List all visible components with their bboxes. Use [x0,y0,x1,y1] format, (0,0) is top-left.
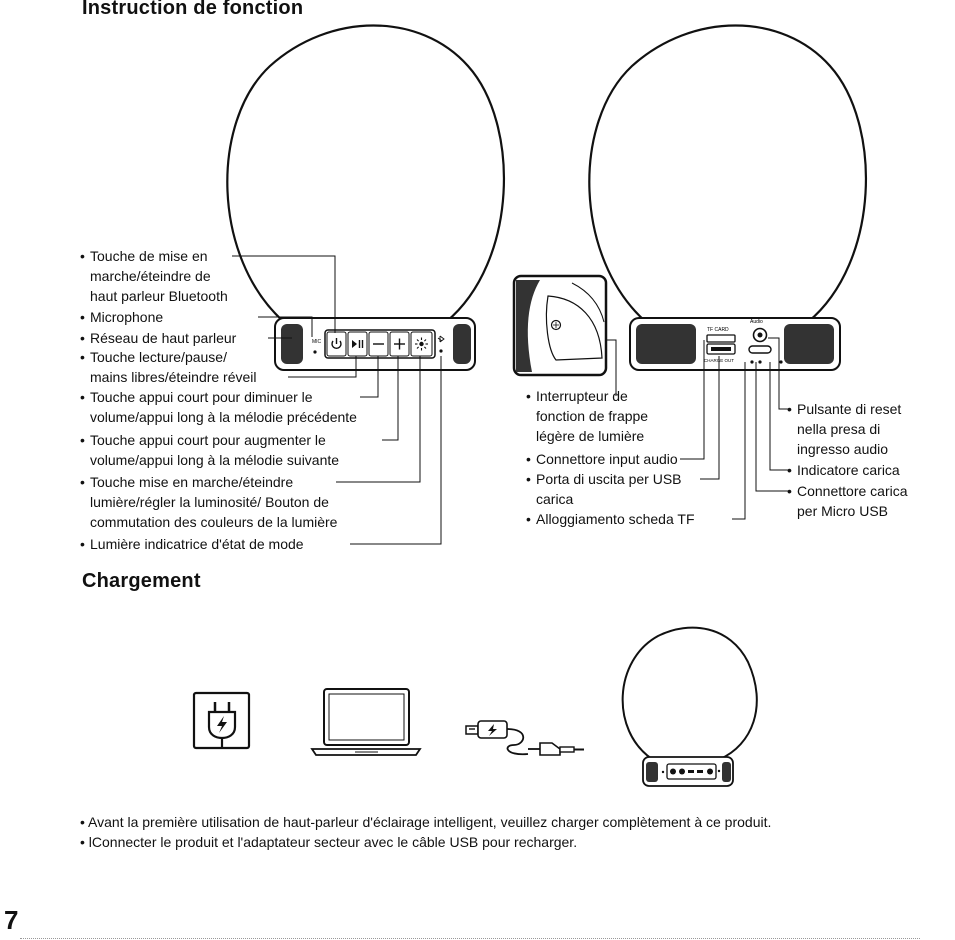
charging-heading: Chargement [82,570,201,592]
play-pause-icon [348,332,367,356]
svg-text:Audio: Audio [750,319,763,325]
footer-rule [20,938,920,939]
svg-text:MIC: MIC [312,339,322,345]
label-tf-card-slot: • Alloggiamento scheda TF [526,511,695,527]
minus-icon [369,332,388,356]
power-icon [327,332,346,356]
label-volume-up-button: • Touche appui court pour augmenter le volume/appui long à la mélodie suivante [80,432,340,468]
note-connect: • lConnecter le produit et l'adaptateur secteur avec le câble USB pour recharger. [80,834,578,850]
label-microphone: • Microphone [80,309,164,325]
brightness-icon [411,332,432,356]
usb-cable-icon [466,721,584,755]
note-first-use: • Avant la première utilisation de haut-parleur d'éclairage intelligent, veuillez charger complètement à ce produit. [80,814,772,830]
label-tap-switch: • Interrupteur de fonction de frappe légère de lumière [526,388,649,444]
charging-speaker [623,628,757,786]
label-usb-charge-out: • Porta di uscita per USB carica [526,471,682,507]
label-charge-indicator: • Indicatore carica [787,462,900,478]
headphone-icon [754,329,767,342]
page-number: 7 [4,905,19,935]
label-volume-down-button: • Touche appui court pour diminuer le volume/appui long à la mélodie précédente [80,389,357,425]
label-micro-usb-port: • Connettore carica per Micro USB [787,483,908,519]
label-audio-input: • Connettore input audio [526,451,678,467]
laptop-icon [312,689,420,755]
svg-text:TF CARD: TF CARD [707,327,729,333]
label-reset-button: • Pulsante di reset nella presa di ingresso audio [787,401,902,457]
label-play-pause-button: • Touche lecture/pause/ mains libres/éteindre réveil [80,349,257,385]
front-speaker [227,26,504,371]
function-instruction-heading: Instruction de fonction [82,0,304,19]
label-speaker-grille: • Réseau de haut parleur [80,330,237,346]
label-light-button: • Touche mise en marche/éteindre lumière/régler la luminosité/ Bouton de commutation des couleurs de la lumière [80,474,338,530]
svg-text:CHARGE OUT: CHARGE OUT [704,358,735,363]
plus-icon [390,332,409,356]
label-mode-indicator: • Lumière indicatrice d'état de mode [80,536,304,552]
tap-switch-inset [514,276,606,375]
label-bluetooth-power-button: • Touche de mise en marche/éteindre de haut parleur Bluetooth [80,248,228,304]
power-adapter-icon [194,693,249,748]
rear-speaker [589,26,866,371]
